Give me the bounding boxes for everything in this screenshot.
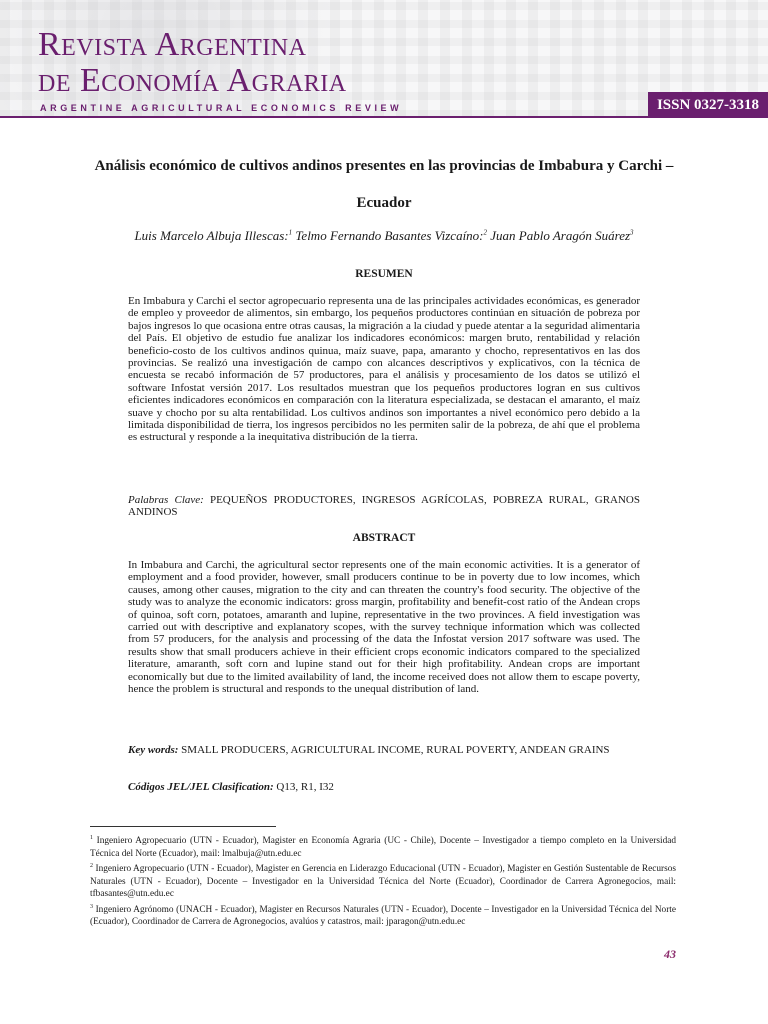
- footnotes: [90, 832, 676, 929]
- resumen-body: En Imbabura y Carchi el sector agropecuario representa una de las principales actividades económicas, es generador de empleo y proveedor de alimentos, sin embargo, los pequeños productores continúan en situación de pobreza por bajos ingresos lo que ocasiona entre otras causas, la migración a la ciudad y puede atentar a la seguridad alimentaria del País. El objetivo de estudio fue analizar los indicadores económicos: margen bruto, rentabilidad y relación beneficio-costo de los cultivos andinos quinua, maíz suave, papa, amaranto y chocho, representativos en las dos provincias. Se realizó una investigación de campo con alcances descriptivos y explicativos, con la técnica de encuesta se recabó información de 57 productores, para el análisis y procesamiento de los datos se utilizó el software Infostat versión 2017. Los resultados muestran que los pequeños productores logran en sus cultivos eficientes indicadores económicos en comparación con la literatura especializada, se destacan el amaranto, el maíz suave y chocho por su alta rentabilidad. Los cultivos andinos son importantes a nivel económico pero debido a la limitada disponibilidad de tierra, los ingresos percibidos no les permiten salir de la pobreza, de ahí que el problema es estructural y responde a la inequitativa distribución de la tierra.: [128, 295, 640, 444]
- resumen-keywords: [128, 494, 640, 519]
- journal-title-line2: de Economía Agraria: [38, 62, 347, 99]
- author-name: Luis Marcelo Albuja Illescas:: [134, 228, 289, 243]
- abstract-keywords: [128, 744, 640, 756]
- footnote: [90, 832, 676, 860]
- author-name: Juan Pablo Aragón Suárez: [490, 228, 631, 243]
- footnote-divider: [90, 826, 276, 827]
- abstract-body: In Imbabura and Carchi, the agricultural sector represents one of the main economic activities. It is a generator of employment and a food provider, however, small producers continue to be in poverty due to low incomes, which causes, among other causes, migration to the city and can threaten the country's food security. The objective of the study was to analyze the economic indicators: gross margin, profitability and benefit-cost ratio of the Andean crops of quinoa, soft corn, potatoes, amaranth and lupine, representative in the two provinces. A field investigation was carried out with descriptive and explanatory scopes, with the survey technique information which was collected from 57 producers, for the analysis and processing of the data the Infostat version 2017 software was used. The results show that small producers achieve in their efficient crops economic indicators compared to the specialized literature, amaranth, soft corn and lupine stand out for their high profitability. Andean crops are important economically but due to the limited availability of land, the income received does not allow them to escape poverty, hence the problem is structural and responds to the unequal distribution of land.: [128, 559, 640, 696]
- jel-codes: [128, 781, 640, 793]
- author-mark: 2: [483, 228, 488, 237]
- resumen-keywords-label: Palabras Clave:: [128, 494, 204, 506]
- abstract-keywords-text: SMALL PRODUCERS, AGRICULTURAL INCOME, RURAL POVERTY, ANDEAN GRAINS: [181, 744, 610, 756]
- journal-header: [0, 0, 768, 122]
- author-mark: 1: [288, 228, 293, 237]
- footnote-text: Ingeniero Agropecuario (UTN - Ecuador), Magister en Gerencia en Liderazgo Educacional (UTN - Ecuador), Magister en Gestión Sustentable de Recursos Naturales (UTN - Ecuador), Docente – Investigador en la Universidad Técnica del Norte (Ecuador), Coordinador de Carrera Agronegocios, mail: tfbasantes@utn.edu.ec: [90, 864, 677, 900]
- author-mark: 3: [630, 228, 634, 237]
- jel-text: Q13, R1, I32: [276, 781, 334, 793]
- footnote-mark: 3: [90, 903, 93, 910]
- footnote-mark: 1: [90, 835, 93, 841]
- footnote-text: Ingeniero Agrónomo (UNACH - Ecuador), Magister en Recursos Naturales (UTN - Ecuador), Docente – Investigador en la Universidad Técnica del Norte (Ecuador), Coordinador de Carrera de Agronegocios, avalúos y catastros, mail: jparagon@utn.edu.ec: [90, 904, 676, 928]
- issn-badge: ISSN 0327-3318: [648, 92, 768, 118]
- journal-subtitle: ARGENTINE AGRICULTURAL ECONOMICS REVIEW: [40, 103, 403, 113]
- page-number: 43: [664, 947, 676, 961]
- abstract-keywords-label: Key words:: [128, 744, 179, 756]
- author-name: Telmo Fernando Basantes Vizcaíno:: [295, 228, 484, 243]
- resumen-keywords-text: PEQUEÑOS PRODUCTORES, INGRESOS AGRÍCOLAS, POBREZA RURAL, GRANOS ANDINOS: [128, 494, 640, 519]
- footnote: [90, 860, 676, 901]
- footnote-text: Ingeniero Agropecuario (UTN - Ecuador), Magister en Economía Agraria (UC - Chile), Docente – Investigador a tiempo completo en la Universidad Técnica del Norte (Ecuador), mail: lmalbuja@utn.edu.ec: [90, 836, 676, 859]
- article-title: Análisis económico de cultivos andinos presentes en las provincias de Imbabura y Carchi – Ecuador: [94, 158, 674, 211]
- abstract-heading: ABSTRACT: [352, 532, 416, 544]
- resumen-heading: RESUMEN: [355, 268, 413, 280]
- author-list: [70, 228, 698, 244]
- jel-label: Códigos JEL/JEL Clasification:: [128, 781, 274, 793]
- footnote-mark: 2: [90, 863, 93, 870]
- footnote: [90, 901, 676, 929]
- journal-title-line1: Revista Argentina: [38, 26, 307, 63]
